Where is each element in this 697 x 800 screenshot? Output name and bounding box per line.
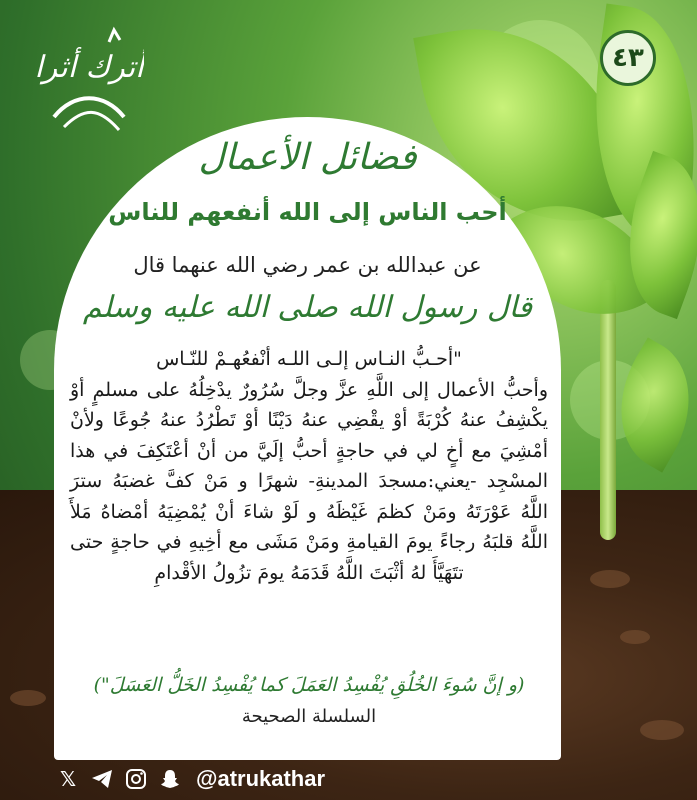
logo-text: أترك أثرا <box>34 50 144 85</box>
closing-saying: (و إنَّ سُوءَ الخُلُقِ يُفْسِدُ العَمَلَ كما يُفْسِدُ الخَلُّ العَسَلَ") <box>93 674 525 696</box>
hadith-text <box>70 344 548 588</box>
social-handle[interactable]: @atrukathar <box>196 766 326 791</box>
soil-grain <box>10 690 46 706</box>
narrator-line: عن عبدالله بن عمر رضي الله عنهما قال <box>133 253 482 277</box>
instagram-icon[interactable] <box>124 767 148 791</box>
plant-stem <box>600 280 616 540</box>
soil-grain <box>640 720 684 740</box>
soil-grain <box>620 630 650 644</box>
headline: أحب الناس إلى الله أنفعهم للناس <box>108 198 507 226</box>
x-icon[interactable]: 𝕏 <box>59 767 77 791</box>
prophet-intro: قال رسول الله صلى الله عليه وسلم <box>82 290 533 325</box>
soil-grain <box>590 570 630 588</box>
brand-logo <box>34 22 144 142</box>
hadith-body: وأحبُّ الأعمال إلى اللَّهِ عزَّ وجلَّ سُرُورٌ يدْخِلُهُ على مسلمٍ أوْ يكْشِفُ عنهُ كُرْبَةً أوْ يقْضِي عنهُ دَيْنًا أوْ تَطْرُدُ عنهُ جُوعًا ولأنْ أمْشِيَ مع أخٍ لي في حاجةٍ أحبُّ إلَيَّ من أنْ أعْتَكِفَ في هذا المسْجِد -يعني:مسجدَ المدينةِ- شهرًا و مَنْ كفَّ غضبَهُ سترَ اللَّهُ عَوْرَتَهُ ومَنْ كظمَ غَيْظَهُ و لَوْ شاءَ أنْ يُمْضِيَهُ أمْضاهُ مَلأَ اللَّهُ قلبَهُ رجاءً يومَ القيامةِ ومَنْ مَشَى مع أخِيهِ في حاجةٍ حتى تتَهَيَّأَ لهُ أثْبَتَ اللَّهُ قَدَمَهُ يومَ تزُولُ الأقْدامِ <box>70 378 548 584</box>
telegram-icon[interactable] <box>90 767 114 791</box>
post-number-badge: ٤٣ <box>600 30 656 86</box>
snapchat-icon[interactable] <box>158 767 182 791</box>
social-footer <box>56 764 325 794</box>
hadith-source: السلسلة الصحيحة <box>241 706 377 727</box>
section-title: فضائل الأعمال <box>198 137 417 178</box>
hadith-opening: "أحـبُّ النـاس إلـى اللـه أنْفعُهـمْ للنّـاس <box>156 348 462 370</box>
